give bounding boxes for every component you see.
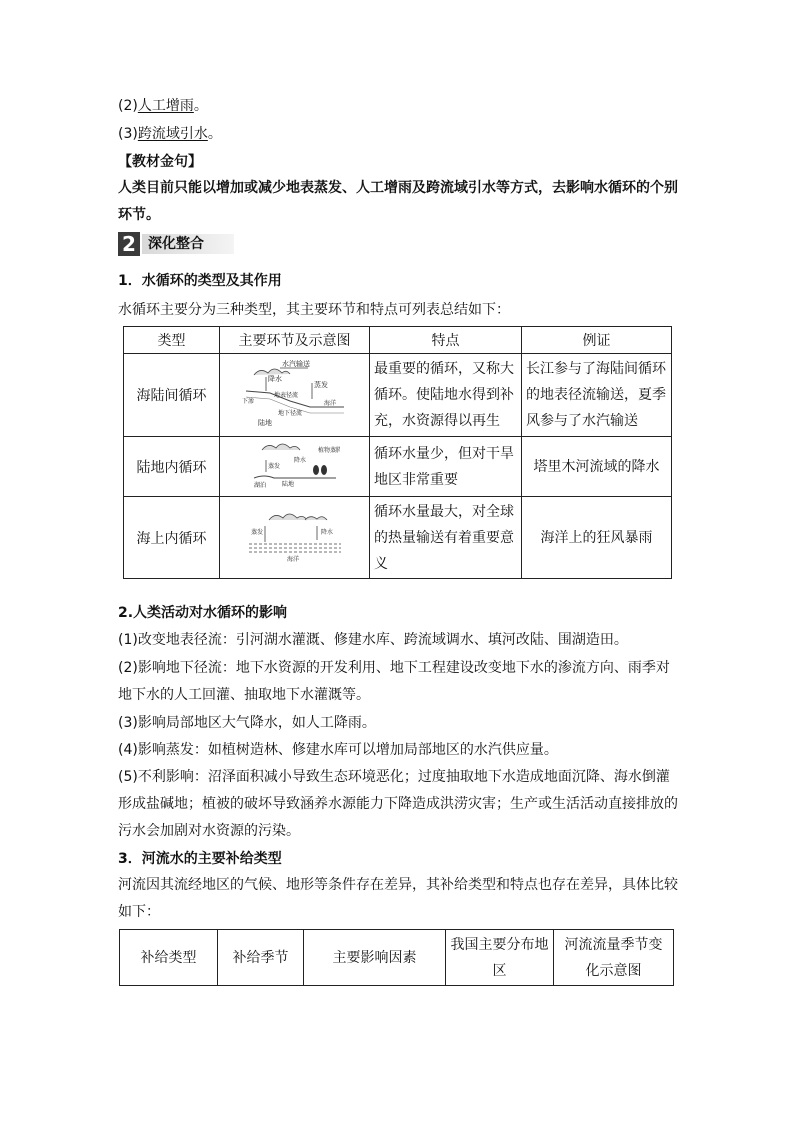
cycle-type: 海陆间循环 [124,354,220,437]
table-row [124,354,672,437]
table-header-row [124,327,672,354]
part2-heading: 2.人类活动对水循环的影响 [118,605,288,621]
table-header: 我国主要分布地区 [446,930,554,986]
cycle-example: 塔里木河流域的降水 [522,437,672,497]
diagram-cell [220,497,370,579]
part2-item-2: (2)影响地下径流：地下水资源的开发利用、地下工程建设改变地下水的渗流方向、雨季对地下水的人工回灌、抽取地下水灌溉等。 [118,660,670,703]
svg-text:蒸发: 蒸发 [250,528,263,536]
svg-text:下渗: 下渗 [241,398,254,405]
jincai-text: 人类目前只能以增加或减少地表蒸发、人工增雨及跨流域引水等方式，去影响水循环的个别环节。 [118,180,678,223]
cycle-feature: 最重要的循环，又称大循环。使陆地水得到补充，水资源得以再生 [370,354,522,437]
part3-intro: 河流因其流经地区的气候、地形等条件存在差异，其补给类型和特点也存在差异，具体比较如下： [118,877,678,920]
land-cycle-diagram [250,440,340,490]
water-cycle-table [123,326,672,579]
svg-text:降水: 降水 [267,375,282,383]
intro-item-2: (2)人工增雨。 [118,98,208,114]
part1-heading: 1．水循环的类型及其作用 [118,273,282,289]
supply-table [119,929,674,986]
svg-text:植物蒸腾: 植物蒸腾 [317,446,340,454]
table-row [124,437,672,497]
part3-heading: 3．河流水的主要补给类型 [118,851,282,867]
svg-text:蒸发: 蒸发 [267,462,280,470]
sea-land-cycle-diagram [240,357,350,429]
table-header: 例证 [522,327,672,354]
diagram-cell [220,354,370,437]
section-number: 2 [118,232,140,256]
intro-item-3: (3)跨流域引水。 [118,126,222,142]
section-title: 深化整合 [148,236,204,252]
cycle-type: 海上内循环 [124,497,220,579]
part2-item-1: (1)改变地表径流：引河湖水灌溉、修建水库、跨流域调水、填河改陆、围湖造田。 [118,632,628,648]
table-row [124,497,672,579]
svg-text:陆地: 陆地 [257,419,272,427]
svg-text:海洋: 海洋 [323,400,336,407]
table-header: 补给类型 [120,930,218,986]
cycle-feature: 循环水量最大，对全球的热量输送有着重要意义 [370,497,522,579]
svg-text:水汽输送: 水汽输送 [281,360,310,368]
part2-item-3: (3)影响局部地区大气降水，如人工降雨。 [118,715,376,731]
svg-text:降水: 降水 [293,456,306,464]
svg-text:地表径流: 地表径流 [273,392,298,399]
cycle-example: 海洋上的狂风暴雨 [522,497,672,579]
cycle-example: 长江参与了海陆间循环的地表径流输送，夏季风参与了水汽输送 [522,354,672,437]
section-header [118,232,218,256]
table-header-row [120,930,674,986]
ocean-cycle-diagram [245,508,345,564]
svg-text:地下径流: 地下径流 [277,410,302,417]
diagram-cell [220,437,370,497]
svg-text:蒸发: 蒸发 [313,381,328,389]
svg-text:海洋: 海洋 [286,555,299,563]
table-header: 主要影响因素 [304,930,446,986]
svg-text:湖泊: 湖泊 [253,481,266,489]
part2-item-5: (5)不利影响：沼泽面积减小导致生态环境恶化；过度抽取地下水造成地面沉降、海水倒灌形成盐碱地；植被的破坏导致涵养水源能力下降造成洪涝灾害；生产或生活活动直接排放的污水会加剧对水资源的污染。 [118,769,678,839]
cycle-feature: 循环水量少，但对干旱地区非常重要 [370,437,522,497]
svg-text:降水: 降水 [320,528,333,536]
table-header: 特点 [370,327,522,354]
part1-intro: 水循环主要分为三种类型，其主要环节和特点可列表总结如下： [118,302,510,318]
svg-text:陆地: 陆地 [281,480,294,488]
cycle-type: 陆地内循环 [124,437,220,497]
jincai-heading: 【教材金句】 [118,154,202,170]
table-header: 类型 [124,327,220,354]
table-header: 补给季节 [218,930,304,986]
table-header: 河流流量季节变化示意图 [554,930,674,986]
part2-item-4: (4)影响蒸发：如植树造林、修建水库可以增加局部地区的水汽供应量。 [118,742,558,758]
table-header: 主要环节及示意图 [220,327,370,354]
